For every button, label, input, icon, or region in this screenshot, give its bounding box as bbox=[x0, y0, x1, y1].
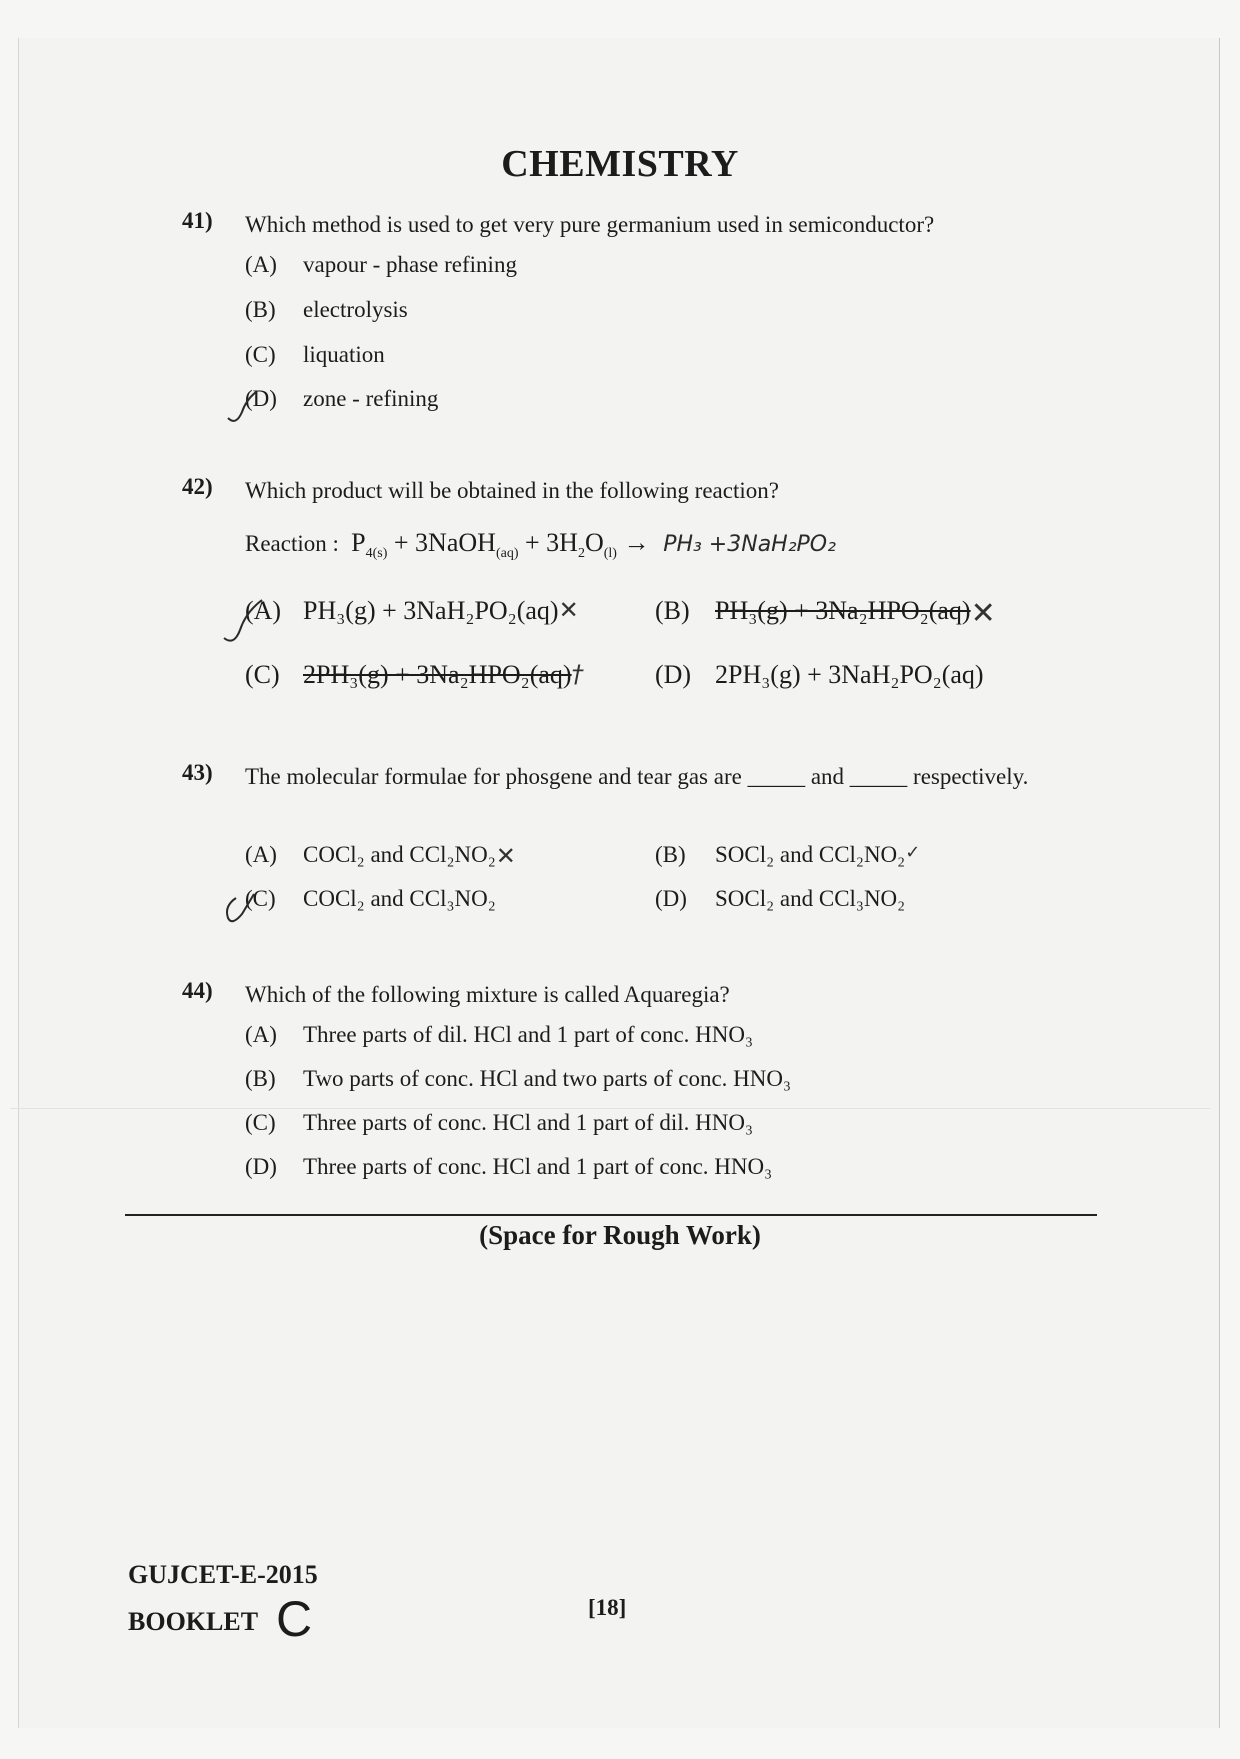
question-number: 42) bbox=[182, 474, 213, 499]
option-41-d[interactable]: (D) zone - refining bbox=[245, 386, 439, 411]
page-title: CHEMISTRY bbox=[501, 143, 739, 185]
booklet-label: BOOKLET C bbox=[128, 1591, 313, 1647]
option-44-b[interactable]: (B) Two parts of conc. HCl and two parts of conc. HNO₃ bbox=[245, 1066, 792, 1091]
dagger-mark-icon: † bbox=[571, 660, 584, 688]
paper-sheet bbox=[18, 38, 1220, 1728]
option-43-b[interactable]: (B) SOCl₂ and CCl₂NO₂ ✓ bbox=[655, 842, 921, 867]
option-41-a[interactable]: (A) vapour - phase refining bbox=[245, 252, 517, 277]
check-mark-icon: ✓ bbox=[905, 842, 921, 863]
option-43-d[interactable]: (D) SOCl₂ and CCl₃NO₂ bbox=[655, 886, 906, 911]
question-text: Which of the following mixture is called Aquaregia? bbox=[245, 982, 730, 1007]
option-43-a[interactable]: (A) COCl₂ and CCl₂NO₂ ✕ bbox=[245, 842, 516, 870]
option-44-a[interactable]: (A) Three parts of dil. HCl and 1 part of conc. HNO₃ bbox=[245, 1022, 754, 1047]
cross-mark-icon: ✕ bbox=[558, 596, 579, 624]
tick-mark-icon bbox=[222, 890, 256, 930]
handwritten-answer: PH₃ +3NaH₂PO₂ bbox=[663, 532, 836, 557]
tick-mark-icon bbox=[222, 598, 266, 646]
reaction-label: Reaction : bbox=[245, 531, 339, 556]
question-text: The molecular formulae for phosgene and tear gas are _____ and _____ respectively. bbox=[245, 764, 1029, 789]
option-44-c[interactable]: (C) Three parts of conc. HCl and 1 part of dil. HNO₃ bbox=[245, 1110, 754, 1135]
option-41-b[interactable]: (B) electrolysis bbox=[245, 297, 408, 322]
divider bbox=[125, 1214, 1097, 1216]
cross-mark-icon: ✕ bbox=[970, 596, 996, 631]
option-42-c[interactable]: (C) 2PH₃(g) + 3Na₂HPO₂(aq) † bbox=[245, 660, 584, 689]
page-number: [18] bbox=[588, 1595, 627, 1620]
fold-line bbox=[10, 1108, 1210, 1109]
option-42-a[interactable]: (A) PH₃(g) + 3NaH₂PO₂(aq) ✕ bbox=[245, 596, 579, 625]
tick-mark-icon bbox=[226, 388, 266, 426]
option-41-c[interactable]: (C) liquation bbox=[245, 342, 385, 367]
cross-mark-icon: ✕ bbox=[495, 842, 516, 870]
question-text: Which product will be obtained in the following reaction? bbox=[245, 478, 779, 503]
question-number: 43) bbox=[182, 760, 213, 785]
question-number: 41) bbox=[182, 208, 213, 233]
question-text: Which method is used to get very pure germanium used in semiconductor? bbox=[245, 212, 935, 237]
option-42-b[interactable]: (B) PH₃(g) + 3Na₂HPO₂(aq) ✕ bbox=[655, 596, 996, 631]
option-42-d[interactable]: (D) 2PH₃(g) + 3NaH₂PO₂(aq) bbox=[655, 660, 984, 689]
question-number: 44) bbox=[182, 978, 213, 1003]
reaction-equation: $P_{4(s)}$ + 3NaOH$_{(aq)}$ + $3H_2O_{(l)}$ → bbox=[344, 528, 650, 562]
option-43-c[interactable]: (C) COCl₂ and CCl₃NO₂ bbox=[245, 886, 496, 911]
rough-work-label: (Space for Rough Work) bbox=[479, 1220, 761, 1250]
option-44-d[interactable]: (D) Three parts of conc. HCl and 1 part of conc. HNO₃ bbox=[245, 1154, 773, 1179]
reaction-line bbox=[245, 528, 836, 562]
booklet-letter: C bbox=[276, 1591, 313, 1647]
exam-code: GUJCET-E-2015 bbox=[128, 1560, 318, 1589]
